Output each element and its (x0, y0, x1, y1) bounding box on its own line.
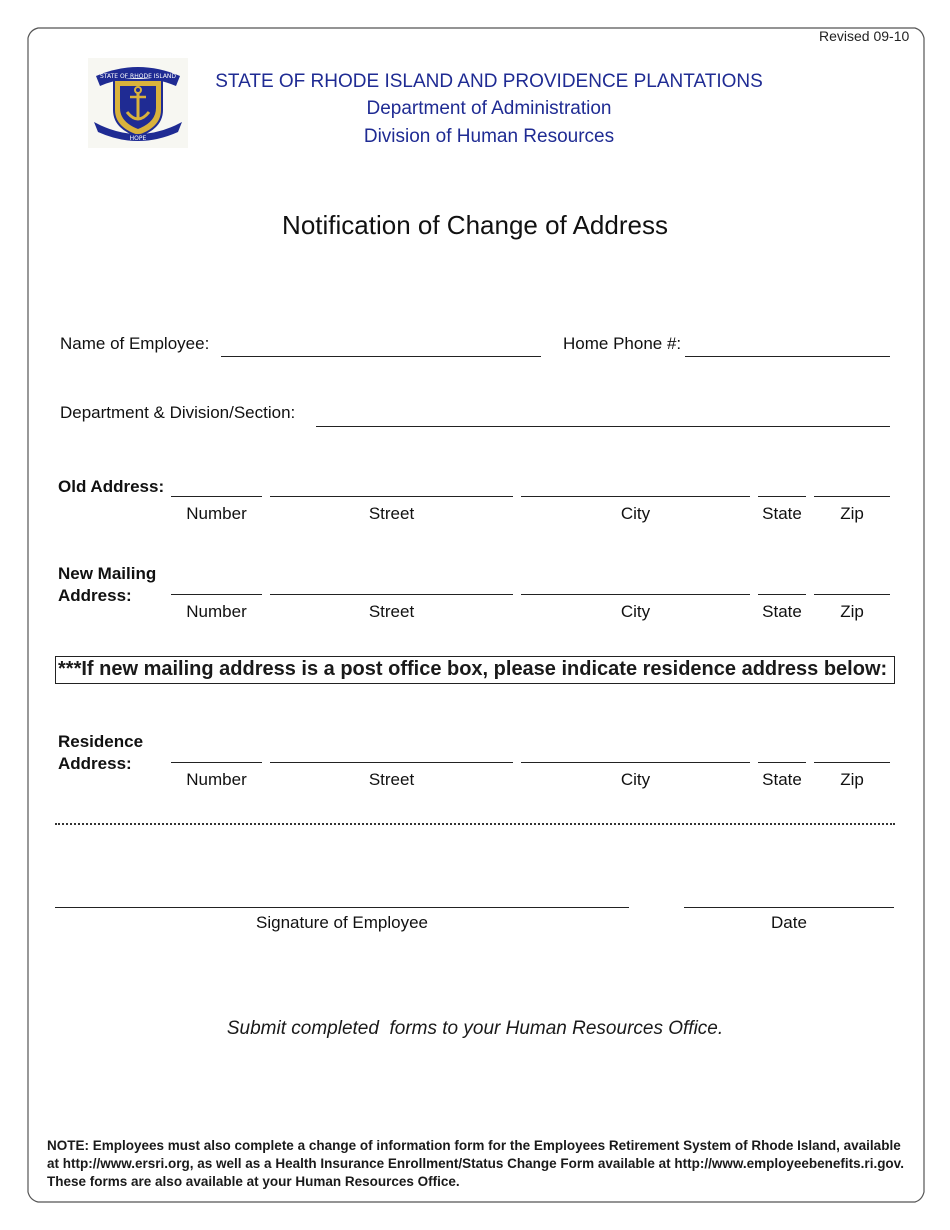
division-heading: Division of Human Resources (363, 126, 615, 147)
old-street-caption: Street (368, 504, 415, 523)
state-seal-logo (88, 58, 188, 148)
new-mailing-address-label: New Mailing Address: (58, 564, 157, 605)
po-box-notice: ***If new mailing address is a post office box, please indicate residence address below: (55, 656, 895, 684)
submit-instructions: Submit completed forms to your Human Resources Office. (226, 1018, 724, 1039)
residence-state-caption: State (762, 770, 802, 789)
old-number-field[interactable] (171, 474, 262, 496)
seal-ribbon-text: STATE OF RHODE ISLAND (99, 73, 177, 80)
phone-label: Home Phone #: (563, 334, 682, 353)
residence-street-field[interactable] (270, 740, 513, 762)
old-zip-caption: Zip (840, 504, 864, 523)
old-address-label: Old Address: (58, 477, 165, 496)
new-zip-underline (814, 594, 890, 595)
phone-underline (685, 356, 890, 357)
old-state-caption: State (762, 504, 802, 523)
footer-note: NOTE: Employees must also complete a change of information form for the Employees Retirement System of Rhode Island, available at http://www.ersri.org, as well as a Health Insurance Enrollment/Status Change Form available at http://www.employeebenefits.ri.gov. These forms are also available at your Human Resources Office. (47, 1138, 904, 1189)
department-heading: Department of Administration (366, 98, 612, 119)
old-city-underline (521, 496, 750, 497)
residence-number-underline (171, 762, 262, 763)
new-street-underline (270, 594, 513, 595)
new-number-field[interactable] (171, 572, 262, 594)
residence-city-field[interactable] (521, 740, 750, 762)
old-zip-field[interactable] (814, 474, 890, 496)
new-street-caption: Street (368, 602, 415, 621)
new-state-caption: State (762, 602, 802, 621)
new-street-field[interactable] (270, 572, 513, 594)
residence-city-caption: City (620, 770, 651, 789)
residence-address-label: Residence Address: (58, 732, 144, 773)
date-line[interactable] (684, 907, 894, 908)
residence-zip-field[interactable] (814, 740, 890, 762)
residence-street-underline (270, 762, 513, 763)
new-city-underline (521, 594, 750, 595)
new-city-caption: City (620, 602, 651, 621)
old-number-underline (171, 496, 262, 497)
residence-street-caption: Street (368, 770, 415, 789)
old-street-underline (270, 496, 513, 497)
new-zip-field[interactable] (814, 572, 890, 594)
new-state-field[interactable] (758, 572, 806, 594)
new-state-underline (758, 594, 806, 595)
old-state-field[interactable] (758, 474, 806, 496)
dotted-separator (55, 823, 895, 825)
seal-motto-text: HOPE (129, 135, 147, 142)
state-name-heading: STATE OF RHODE ISLAND AND PROVIDENCE PLANTATIONS (215, 71, 763, 92)
department-field[interactable] (316, 403, 890, 425)
name-underline (221, 356, 541, 357)
residence-state-underline (758, 762, 806, 763)
residence-city-underline (521, 762, 750, 763)
old-city-caption: City (620, 504, 651, 523)
new-number-underline (171, 594, 262, 595)
date-label: Date (771, 913, 807, 932)
old-street-field[interactable] (270, 474, 513, 496)
old-number-caption: Number (186, 504, 247, 523)
department-underline (316, 426, 890, 427)
residence-state-field[interactable] (758, 740, 806, 762)
old-zip-underline (814, 496, 890, 497)
name-label: Name of Employee: (60, 334, 210, 353)
signature-line[interactable] (55, 907, 629, 908)
residence-number-field[interactable] (171, 740, 262, 762)
new-zip-caption: Zip (840, 602, 864, 621)
residence-number-caption: Number (186, 770, 247, 789)
old-state-underline (758, 496, 806, 497)
new-city-field[interactable] (521, 572, 750, 594)
department-label: Department & Division/Section: (60, 403, 296, 422)
form-title: Notification of Change of Address (282, 210, 668, 240)
residence-zip-caption: Zip (840, 770, 864, 789)
employee-name-field[interactable] (221, 333, 541, 355)
revision-label: Revised 09-10 (819, 28, 910, 44)
residence-zip-underline (814, 762, 890, 763)
home-phone-field[interactable] (685, 333, 890, 355)
old-city-field[interactable] (521, 474, 750, 496)
signature-label: Signature of Employee (256, 913, 428, 932)
new-number-caption: Number (186, 602, 247, 621)
